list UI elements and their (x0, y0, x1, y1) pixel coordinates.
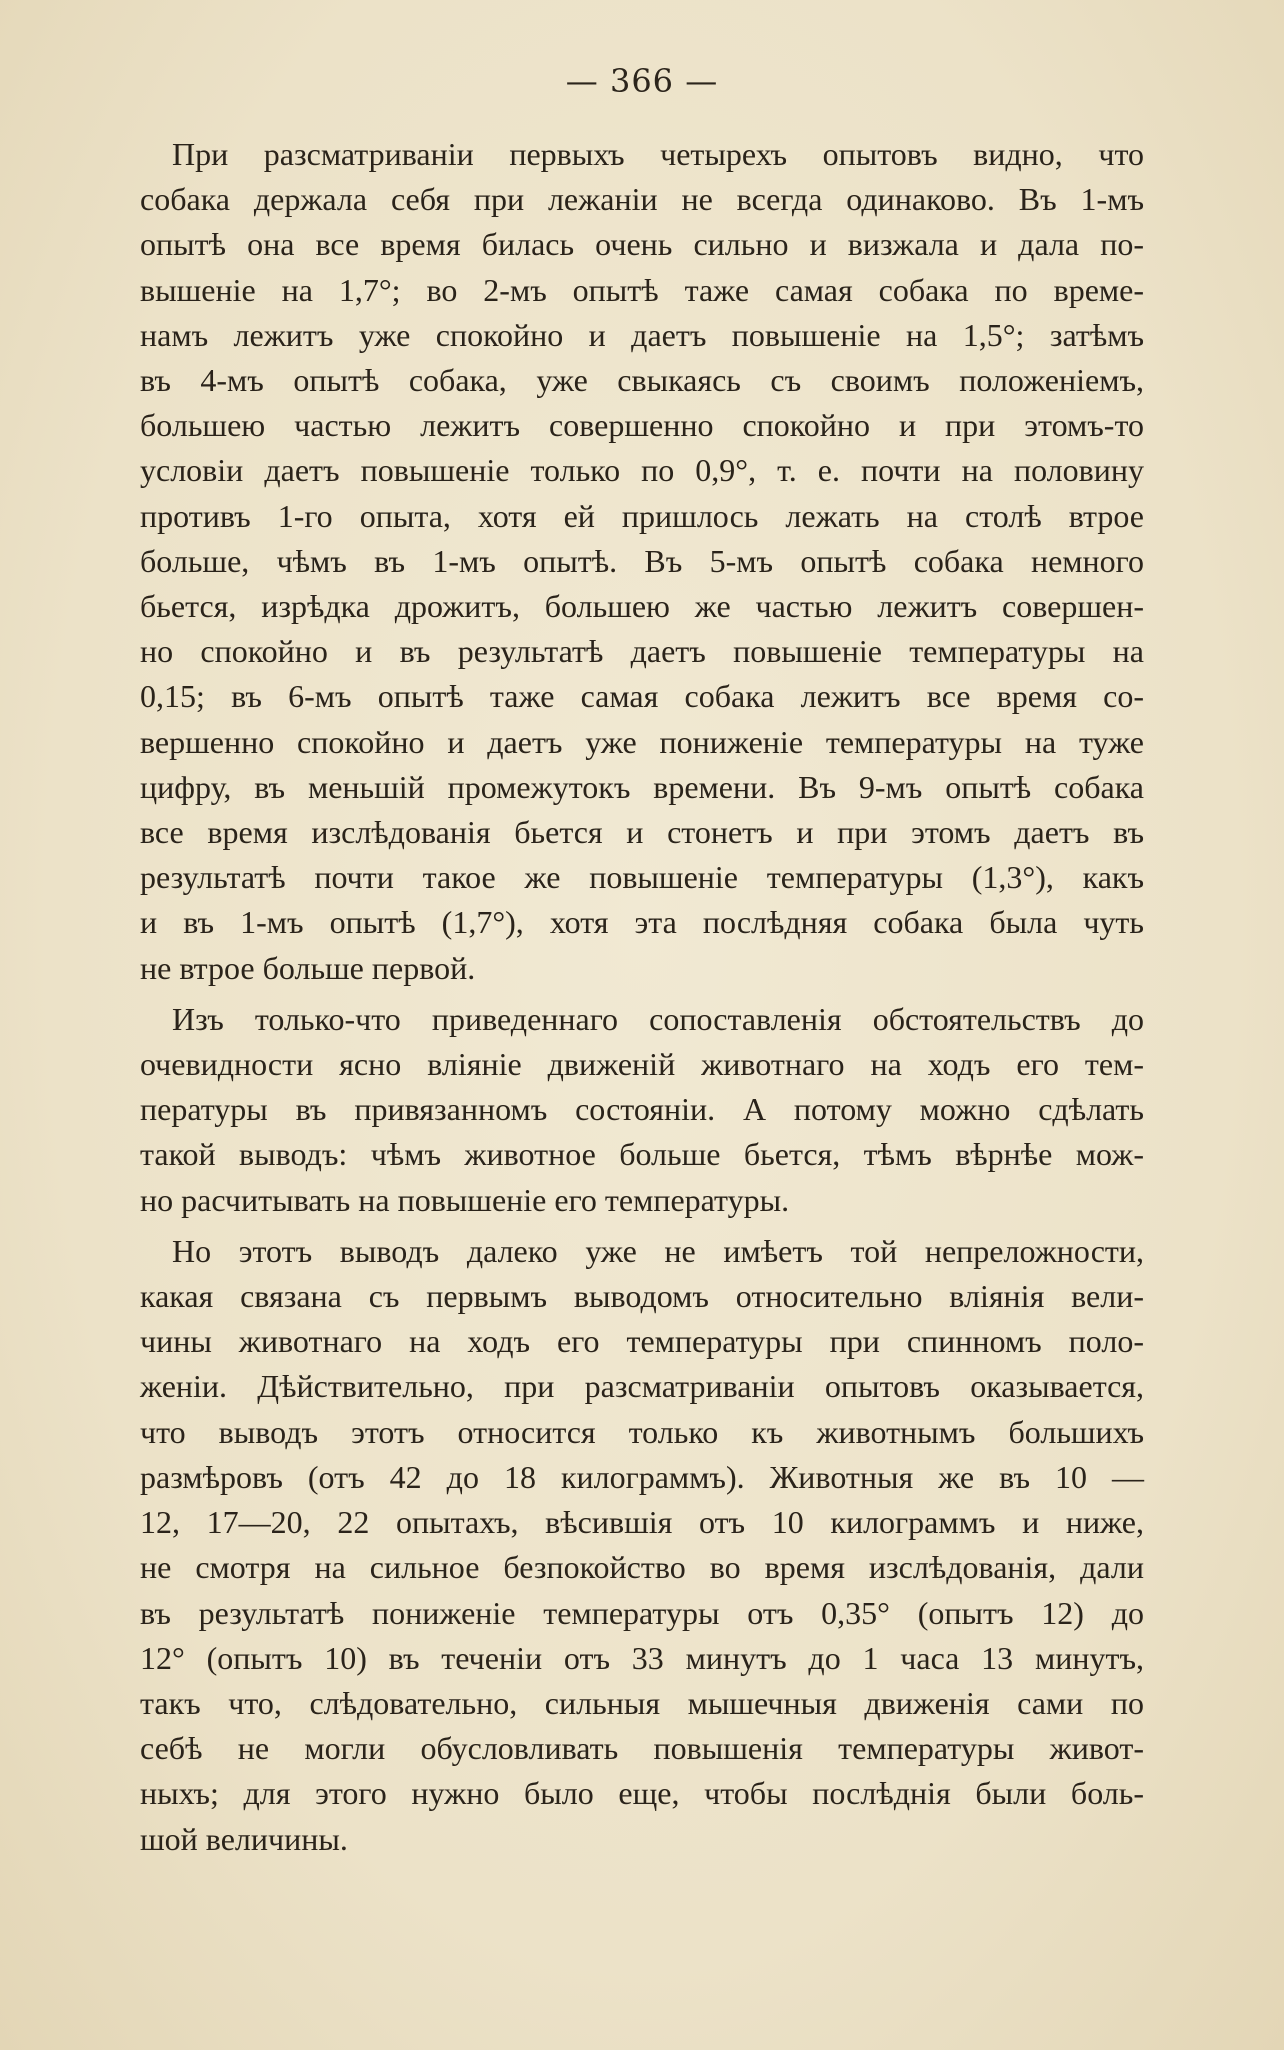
text-line: такъ что, слѣдовательно, сильныя мышечныя движенiя сами по (140, 1684, 1144, 1721)
text-line: какая связана съ первымъ выводомъ относительно влiянiя вели- (140, 1278, 1144, 1315)
page-number: — 366 — (565, 62, 719, 100)
text-line: не втрое больше первой. (140, 949, 476, 986)
text-line: себѣ не могли обусловливать повышенiя температуры живот- (140, 1730, 1144, 1767)
text-line: шой величины. (140, 1820, 348, 1857)
text-line: опытѣ она все время билась очень сильно и визжала и дала по- (140, 226, 1144, 263)
paragraph-3 (140, 1229, 1144, 1862)
text-line: 12° (опытъ 10) въ теченiи отъ 33 минутъ до 1 часа 13 минутъ, (140, 1639, 1144, 1676)
text-line: цифру, въ меньшiй промежутокъ времени. Въ 9-мъ опытѣ собака (140, 768, 1144, 805)
text-line: въ результатѣ пониженiе температуры отъ 0,35° (опытъ 12) до (140, 1594, 1144, 1631)
text-line: что выводъ этотъ относится только къ животнымъ большихъ (140, 1413, 1144, 1450)
text-line: чины животнаго на ходъ его температуры при спинномъ поло- (140, 1323, 1144, 1360)
text-body (140, 132, 1144, 1868)
text-line: результатѣ почти такое же повышенiе температуры (1,3°), какъ (140, 859, 1144, 896)
text-line: вершенно спокойно и даетъ уже пониженiе температуры на туже (140, 723, 1144, 760)
text-line: намъ лежитъ уже спокойно и даетъ повышенiе на 1,5°; затѣмъ (140, 316, 1144, 353)
text-line: размѣровъ (отъ 42 до 18 килограммъ). Животныя же въ 10 — (140, 1458, 1144, 1495)
paragraph-1 (140, 132, 1144, 991)
text-line: такой выводъ: чѣмъ животное больше бьется, тѣмъ вѣрнѣе мож- (140, 1136, 1144, 1173)
text-line: При разсматриванiи первыхъ четырехъ опытовъ видно, что (172, 136, 1144, 172)
text-line: не смотря на сильное безпокойство во время изслѣдованiя, дали (140, 1549, 1144, 1586)
text-line: женiи. Дѣйствительно, при разсматриванiи опытовъ оказывается, (140, 1368, 1144, 1405)
text-line: пературы въ привязанномъ состоянiи. А потому можно сдѣлать (140, 1091, 1144, 1128)
text-line: 12, 17—20, 22 опытахъ, вѣсившiя отъ 10 килограммъ и ниже, (140, 1504, 1144, 1541)
text-line: больше, чѣмъ въ 1-мъ опытѣ. Въ 5-мъ опытѣ собака немного (140, 542, 1144, 579)
text-line: все время изслѣдованiя бьется и стонетъ и при этомъ даетъ въ (140, 814, 1144, 851)
text-line: и въ 1-мъ опытѣ (1,7°), хотя эта послѣдняя собака была чуть (140, 904, 1144, 941)
text-line: противъ 1-го опыта, хотя ей пришлось лежать на столѣ втрое (140, 497, 1144, 534)
text-line: вышенiе на 1,7°; во 2-мъ опытѣ таже самая собака по време- (140, 271, 1144, 308)
text-line: бьется, изрѣдка дрожитъ, большею же частью лежитъ совершен- (140, 588, 1144, 625)
text-line: очевидности ясно влiянiе движенiй животнаго на ходъ его тем- (140, 1046, 1144, 1083)
text-line: собака держала себя при лежанiи не всегда одинаково. Въ 1-мъ (140, 181, 1144, 218)
text-line: но расчитывать на повышенiе его температуры. (140, 1181, 790, 1218)
text-line: Изъ только-что приведеннаго сопоставленiя обстоятельствъ до (172, 1000, 1144, 1037)
text-line: Но этотъ выводъ далеко уже не имѣетъ той непреложности, (172, 1232, 1144, 1269)
text-line: въ 4-мъ опытѣ собака, уже свыкаясь съ своимъ положенiемъ, (140, 362, 1144, 399)
text-line: 0,15; въ 6-мъ опытѣ таже самая собака лежитъ все время со- (140, 678, 1144, 715)
text-line: условiи даетъ повышенiе только по 0,9°, т. е. почти на половину (140, 452, 1144, 489)
text-line: ныхъ; для этого нужно было еще, чтобы послѣднiя были боль- (140, 1775, 1144, 1812)
paragraph-2 (140, 997, 1144, 1223)
text-line: но спокойно и въ результатѣ даетъ повышенiе температуры на (140, 633, 1144, 670)
text-line: большею частью лежитъ совершенно спокойно и при этомъ-то (140, 407, 1144, 444)
